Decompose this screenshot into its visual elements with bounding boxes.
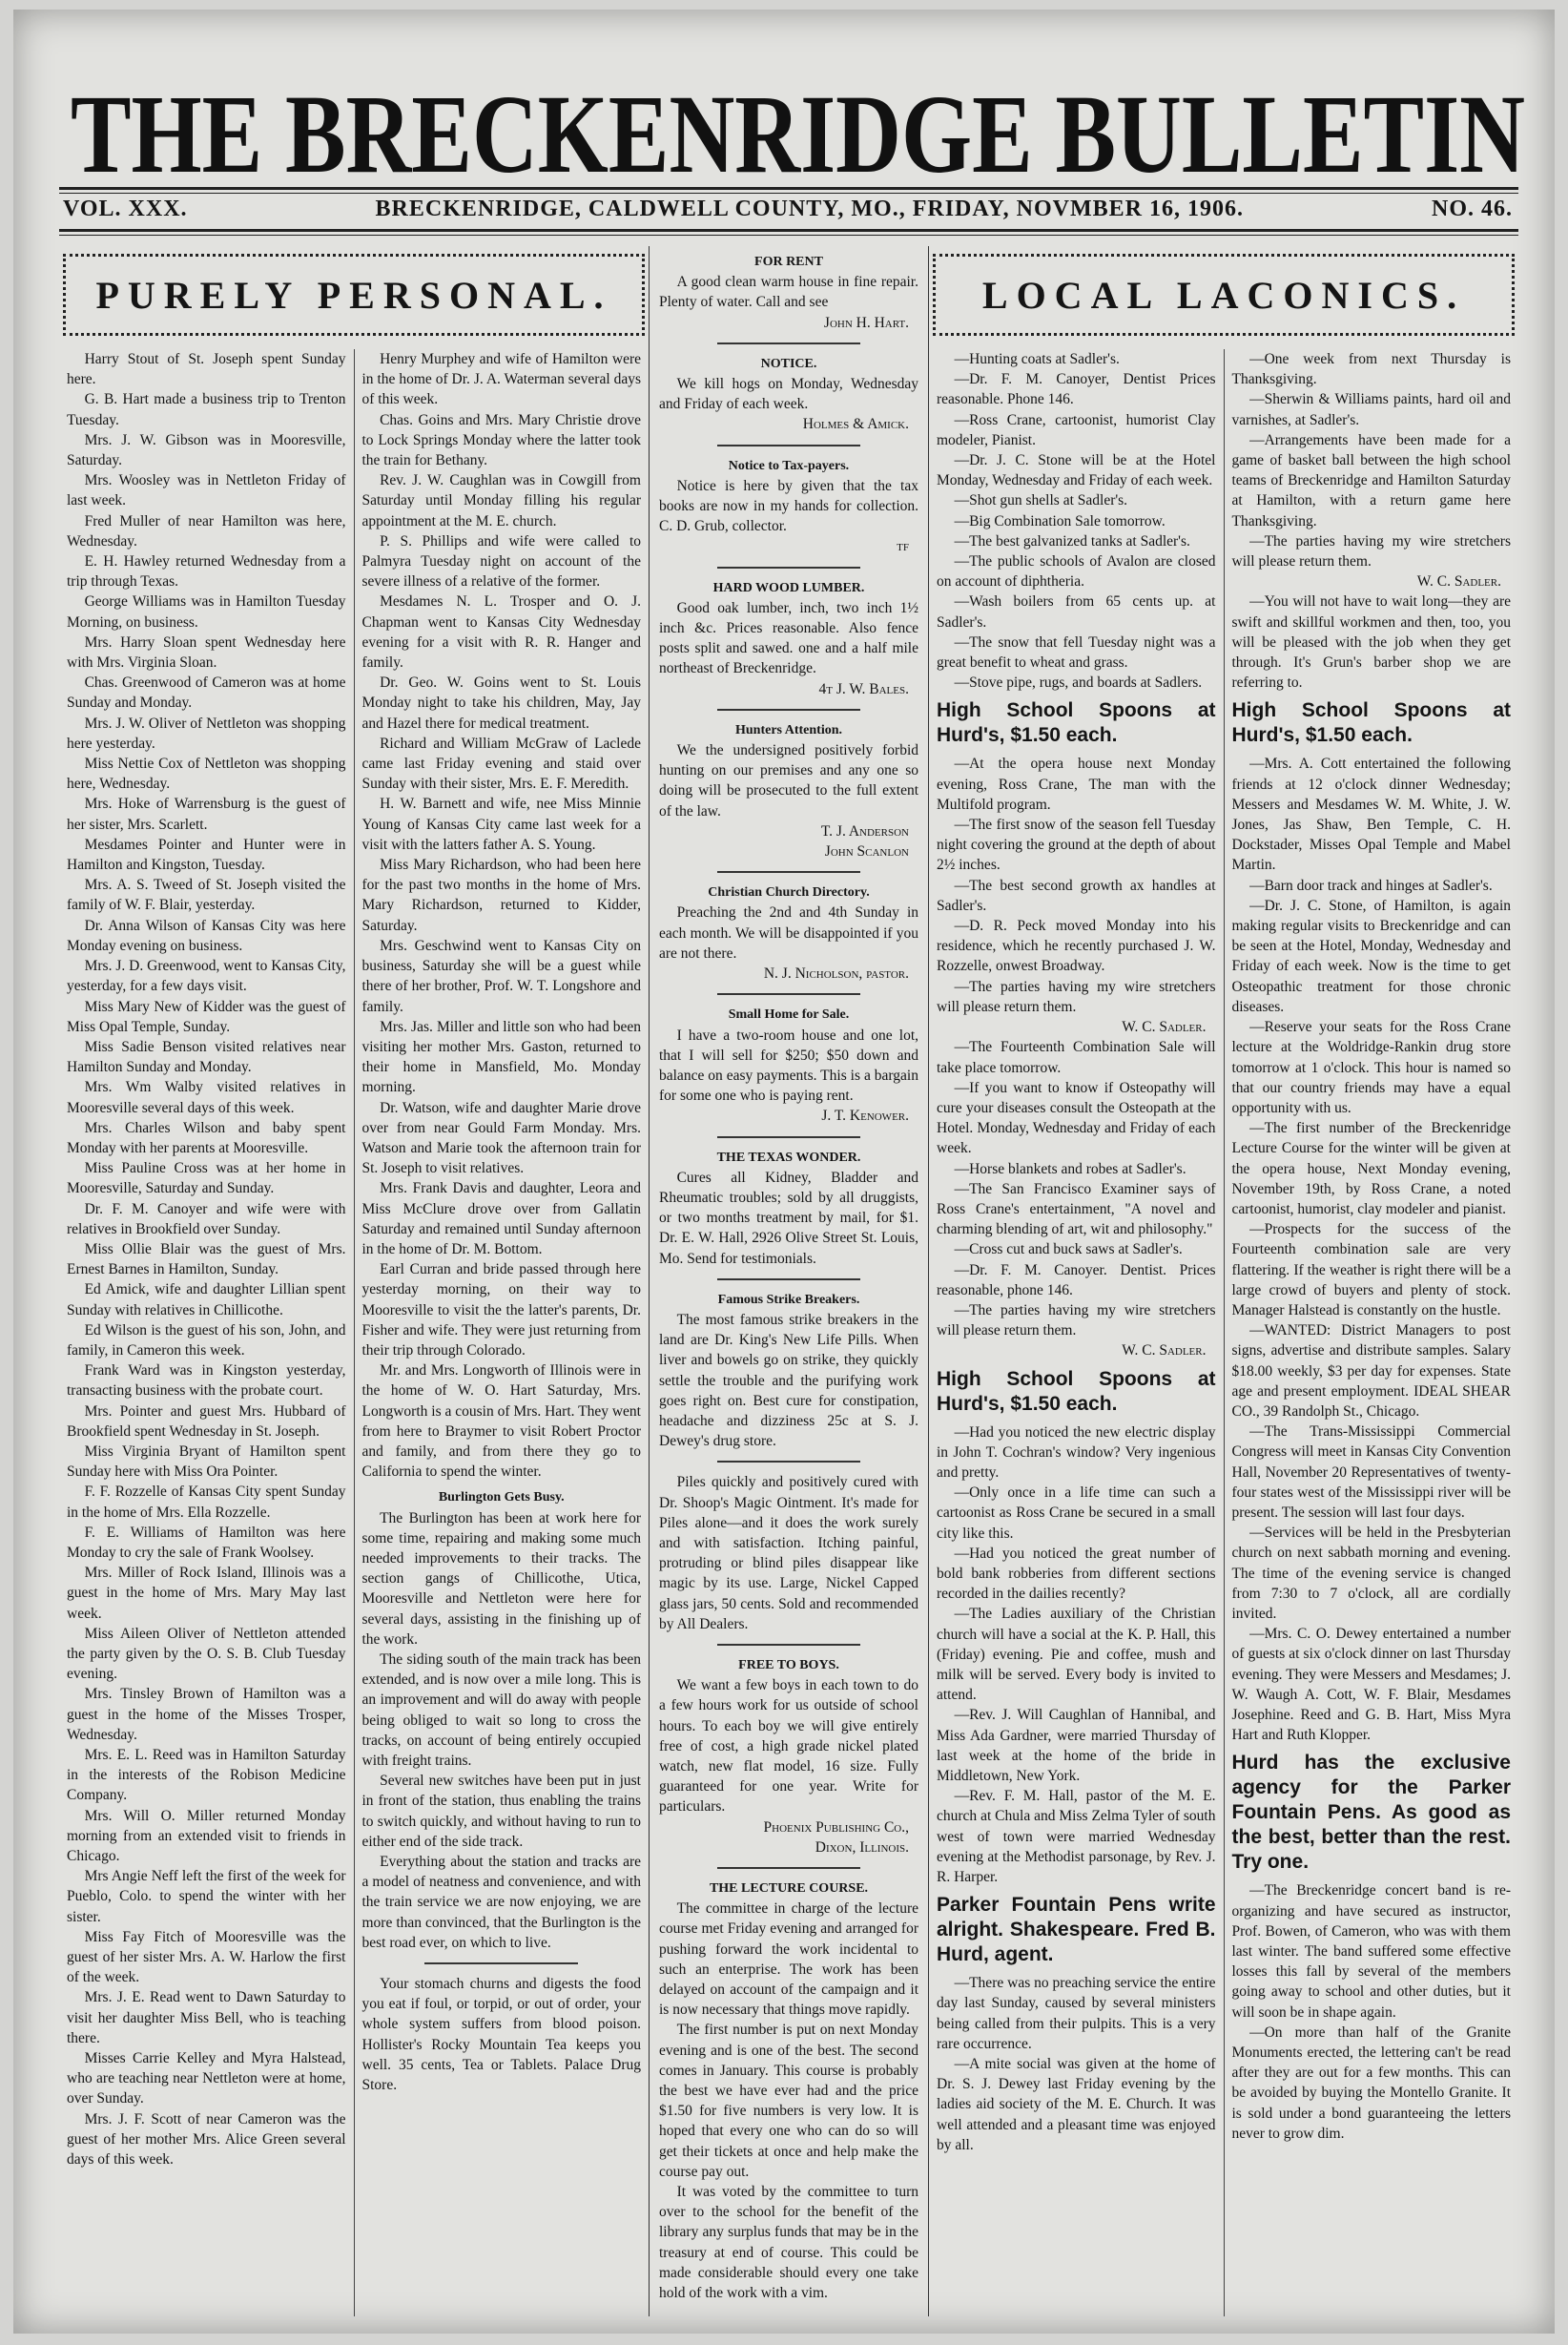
article-paragraph: H. W. Barnett and wife, nee Miss Minnie Young of Kansas City came last week for a visit with the latters father A. S. Young. bbox=[361, 796, 641, 853]
article-paragraph: —Mrs. A. Cott entertained the following friends at 12 o'clock dinner Wednesday; Messers and Mesdames W. M. White, J. W. Jones, Jas Shaw, Ben Temple, C. H. Dockstader, Misses Opal Temple and Mabel Martin. bbox=[1231, 756, 1511, 874]
article-paragraph: —The Ladies auxiliary of the Christian church will have a social at the K. P. Hall, this (Friday) evening. Pie and coffee, mush and milk will be served. Every body is invited to attend. bbox=[937, 1606, 1216, 1704]
article-paragraph: Several new switches have been put in just in front of the station, thus enabling the trains to switch quickly, and without having to run to either end of the side track. bbox=[361, 1773, 641, 1850]
article-paragraph: Miss Nettie Cox of Nettleton was shopping here, Wednesday. bbox=[67, 756, 346, 793]
divider bbox=[717, 1461, 860, 1463]
article-paragraph: Mrs. Miller of Rock Island, Illinois was a guest in the home of Mrs. Mary May last week. bbox=[67, 1565, 346, 1622]
article-paragraph: —Dr. J. C. Stone will be at the Hotel Monday, Wednesday and Friday of each week. bbox=[937, 452, 1216, 489]
article-paragraph: Miss Ollie Blair was the guest of Mrs. Ernest Barnes in Hamilton, Sunday. bbox=[67, 1240, 346, 1278]
issue-number: NO. 46. bbox=[1431, 197, 1513, 221]
article-paragraph: —A mite social was given at the home of Dr. S. J. Dewey last Friday evening by the ladies aid society of the M. E. Church. It was well attended and a pleasant time was enjoyed by all. bbox=[937, 2056, 1216, 2153]
article-paragraph: —Had you noticed the great number of bold bank robberies from different sections recorded in the dailies recently? bbox=[937, 1545, 1216, 1603]
article-paragraph: —The snow that fell Tuesday night was a great benefit to wheat and grass. bbox=[937, 633, 1216, 672]
article-paragraph: The siding south of the main track has been extended, and is now over a mile long. This is an improvement and will do away with people being obliged to wait so long to cross the tracks, on account of being entirely occupied with freight trains. bbox=[361, 1651, 641, 1770]
advertisement: Parker Fountain Pens write alright. Shakespeare. Fred B. Hurd, agent. bbox=[937, 1894, 1216, 1966]
article-paragraph: Mrs. J. F. Scott of near Cameron was the guest of her mother Mrs. Alice Green several days of this week. bbox=[67, 2110, 346, 2169]
article-paragraph: —Prospects for the success of the Fourteenth combination sale are very flattering. If the weather is right there will be a large crowd of buyers and plenty of stock. Manager Halstead is constantly on the hustle. bbox=[1231, 1221, 1511, 1318]
article-heading: FOR RENT bbox=[754, 255, 823, 269]
article-paragraph: —The Breckenridge concert band is re-organizing and have secured as instructor, Prof. Bowen, of Cameron, who was with them last winter. The band suffered some effective losses this fall by several of the members going away to school and other duties, but it will soon be in shape again. bbox=[1231, 1882, 1511, 2021]
article-paragraph: —The best second growth ax handles at Sadler's. bbox=[937, 877, 1216, 914]
divider bbox=[717, 1867, 860, 1869]
article-paragraph: Mrs. Jas. Miller and little son who had been visiting her mother Mrs. Gaston, returned to their home in Mansfield, Mo. Monday morning. bbox=[361, 1018, 641, 1096]
article-paragraph: Miss Aileen Oliver of Nettleton attended the party given by the O. S. B. Club Tuesday evening. bbox=[67, 1625, 346, 1683]
article-paragraph: Chas. Greenwood of Cameron was at home Sunday and Monday. bbox=[67, 674, 346, 712]
article-paragraph: —Dr. F. M. Canoyer, Dentist Prices reasonable. Phone 146. bbox=[937, 371, 1216, 408]
column-5 bbox=[1224, 349, 1519, 2316]
signature: J. T. Kenower. bbox=[821, 1108, 909, 1125]
article-paragraph: —Only once in a life time can such a cartoonist as Ross Crane be secured in a small city like this. bbox=[937, 1484, 1216, 1542]
article-paragraph: Good oak lumber, inch, two inch 1½ inch &c. Prices reasonable. Also fence posts split and sawed. one and a half mile northeast of Breckenridge. bbox=[659, 599, 918, 677]
article-paragraph: —Barn door track and hinges at Sadler's. bbox=[1249, 877, 1493, 894]
dateline-rule-bottom bbox=[59, 229, 1518, 236]
masthead-title: THE BRECKENRIDGE BULLETIN bbox=[71, 72, 1525, 183]
article-paragraph: F. E. Williams of Hamilton was here Monday to cry the sale of Frank Woolsey. bbox=[67, 1524, 346, 1561]
divider bbox=[717, 445, 860, 446]
article-paragraph: —Reserve your seats for the Ross Crane lecture at the Woldridge-Rankin drug store tomorrow at 1 o'clock. This hour is named so that our country friends may have a equal opportunity with us. bbox=[1231, 1019, 1511, 1116]
article-paragraph: —Stove pipe, rugs, and boards at Sadlers. bbox=[954, 674, 1203, 692]
place-date: BRECKENRIDGE, CALDWELL COUNTY, MO., FRIDAY, NOVMBER 16, 1906. bbox=[375, 197, 1244, 221]
article-paragraph: Mrs. Woosley was in Nettleton Friday of last week. bbox=[67, 472, 346, 509]
article-paragraph: Mrs. Wm Walby visited relatives in Mooresville several days of this week. bbox=[67, 1079, 346, 1116]
advertisement: High School Spoons at Hurd's, $1.50 each. bbox=[1231, 699, 1511, 747]
article-paragraph: —One week from next Thursday is Thanksgiving. bbox=[1231, 351, 1511, 388]
article-paragraph: —The parties having my wire stretchers will please return them. bbox=[937, 978, 1216, 1015]
signature: W. C. Sadler. bbox=[1122, 1019, 1207, 1036]
article-paragraph: Mrs. Hoke of Warrensburg is the guest of her sister, Mrs. Scarlett. bbox=[67, 796, 346, 833]
advertisement: Hurd has the exclusive agency for the Parker Fountain Pens. As good as the best, better than the rest. Try one. bbox=[1231, 1752, 1511, 1874]
article-paragraph: —On more than half of the Granite Monuments erected, the lettering can't be read after they are out for a few months. This can be avoided by buying the Montello Granite. It is sold under a bond guaranteeing the letters never to grow dim. bbox=[1231, 2023, 1511, 2142]
article-heading: Burlington Gets Busy. bbox=[438, 1490, 565, 1505]
article-paragraph: —The parties having my wire stretchers will please return them. bbox=[1231, 532, 1511, 571]
article-paragraph: The most famous strike breakers in the land are Dr. King's New Life Pills. When liver and bowels go on strike, they quickly settle the trouble and the purifying work goes right on. Best cure for constipation, headache and dizziness 25c at S. J. Dewey's drug store. bbox=[659, 1311, 918, 1450]
article-paragraph: G. B. Hart made a business trip to Trenton Tuesday. bbox=[67, 391, 346, 428]
section-heading-local-laconics: LOCAL LACONICS. bbox=[933, 254, 1515, 336]
article-paragraph: —Had you noticed the new electric display in John T. Cochran's window? Very ingenious and pretty. bbox=[937, 1423, 1216, 1481]
article-paragraph: Dr. Anna Wilson of Kansas City was here Monday evening on business. bbox=[67, 917, 346, 954]
masthead-rule-top bbox=[59, 187, 1518, 194]
article-heading: THE TEXAS WONDER. bbox=[716, 1150, 861, 1165]
signature: 4t J. W. Bales. bbox=[818, 680, 909, 697]
masthead-title-svg bbox=[71, 69, 1530, 183]
divider bbox=[717, 871, 860, 873]
local-laconics-section bbox=[929, 246, 1518, 2316]
article-paragraph: —The parties having my wire stretchers will please return them. bbox=[937, 1301, 1216, 1339]
article-paragraph: E. H. Hawley returned Wednesday from a trip through Texas. bbox=[67, 553, 346, 591]
article-paragraph: P. S. Phillips and wife were called to Palmyra Tuesday night on account of the severe illness of a relative of the former. bbox=[361, 532, 641, 591]
article-paragraph: —Big Combination Sale tomorrow. bbox=[954, 512, 1166, 529]
article-paragraph: Notice is here by given that the tax books are now in my hands for collection. C. D. Grub, collector. bbox=[659, 477, 918, 535]
masthead bbox=[71, 69, 1530, 183]
signature: W. C. Sadler. bbox=[1122, 1342, 1207, 1359]
article-paragraph: Preaching the 2nd and 4th Sunday in each month. We will be disappointed if you are not there. bbox=[659, 904, 918, 962]
article-paragraph: Rev. J. W. Caughlan was in Cowgill from Saturday until Monday filling his regular appointment at the M. E. church. bbox=[361, 472, 641, 529]
article-paragraph: Miss Virginia Bryant of Hamilton spent Sunday here with Miss Ora Pointer. bbox=[67, 1442, 346, 1481]
article-paragraph: Dr. Geo. W. Goins went to St. Louis Monday night to take his children, May, Jay and Hazel there for medical treatment. bbox=[361, 674, 641, 732]
purely-personal-section bbox=[59, 246, 649, 2316]
article-paragraph: Mrs. Geschwind went to Kansas City on business, Saturday she will be a guest while there of her brother, Prof. W. T. Longshore and family. bbox=[361, 937, 641, 1015]
signature: N. J. Nicholson, pastor. bbox=[763, 965, 909, 983]
article-paragraph: Earl Curran and bride passed through here yesterday morning, on their way to Mooresville to visit the the latter's parents, Dr. Fisher and wife. They were just returning from their trip through Colorado. bbox=[361, 1261, 641, 1359]
article-paragraph: We the undersigned positively forbid hunting on our premises and any one so doing will be prosecuted to the full extent of the law. bbox=[659, 742, 918, 820]
article-heading: HARD WOOD LUMBER. bbox=[712, 580, 865, 595]
article-heading: Famous Strike Breakers. bbox=[717, 1292, 860, 1307]
divider bbox=[717, 1278, 860, 1280]
article-paragraph: —Sherwin & Williams paints, hard oil and varnishes, at Sadler's. bbox=[1231, 391, 1511, 428]
article-paragraph: Mrs Angie Neff left the first of the week for Pueblo, Colo. to spend the winter with her sister. bbox=[67, 1868, 346, 1925]
article-paragraph: Miss Pauline Cross was at her home in Mooresville, Saturday and Sunday. bbox=[67, 1160, 346, 1197]
divider bbox=[717, 342, 860, 344]
column-3-notices bbox=[649, 246, 929, 2316]
signature: Holmes & Amick. bbox=[802, 416, 909, 433]
article-paragraph: Mrs. Will O. Miller returned Monday morning from an extended visit to friends in Chicago. bbox=[67, 1807, 346, 1865]
article-paragraph: —There was no preaching service the entire day last Sunday, caused by several ministers being called from their pulpits. This is a very rare occurrence. bbox=[937, 1975, 1216, 2052]
article-paragraph: —D. R. Peck moved Monday into his residence, which he recently purchased J. W. Rozzelle, onwest Broadway. bbox=[937, 918, 1216, 975]
article-paragraph: —Hunting coats at Sadler's. bbox=[954, 351, 1120, 367]
article-paragraph: —Dr. J. C. Stone, of Hamilton, is again making regular visits to Breckenridge and can be seen at the Hotel, Monday, Wednesday and Friday of each week. Now is the time to get Osteopathic treatment for those chronic diseases. bbox=[1231, 897, 1511, 1015]
article-paragraph: —Ross Crane, cartoonist, humorist Clay modeler, Pianist. bbox=[937, 411, 1216, 448]
article-paragraph: —The San Francisco Examiner says of Ross Crane's entertainment, "A novel and charming blending of art, wit and philosophy." bbox=[937, 1180, 1216, 1238]
signature: Phoenix Publishing Co., bbox=[763, 1818, 909, 1836]
article-paragraph: Everything about the station and tracks are a model of neatness and convenience, and with the train service we are now enjoying, we are more than convinced, that the Burlington is the best road ever, on which to live. bbox=[361, 1854, 641, 1951]
signature: T. J. Anderson bbox=[820, 822, 909, 840]
article-paragraph: Henry Murphey and wife of Hamilton were in the home of Dr. J. A. Waterman several days of this week. bbox=[361, 351, 641, 408]
section-heading-purely-personal: PURELY PERSONAL. bbox=[63, 254, 645, 336]
article-paragraph: We kill hogs on Monday, Wednesday and Friday of each week. bbox=[659, 376, 918, 413]
article-paragraph: Frank Ward was in Kingston yesterday, transacting business with the probate court. bbox=[67, 1362, 346, 1400]
article-paragraph: The Burlington has been at work here for some time, repairing and making some much needed improvements to their tracks. The section gangs of Chillicothe, Utica, Mooresville and Nettleton were here for several days, assisting in the finishing up of the work. bbox=[361, 1509, 641, 1648]
article-paragraph: —Arrangements have been made for a game of basket ball between the high school teams of Breckenridge and Hamilton Saturday at Hamilton, with a return game here Thanksgiving. bbox=[1231, 431, 1511, 529]
signature: John H. Hart. bbox=[823, 314, 909, 331]
signature: tf bbox=[897, 538, 909, 555]
article-paragraph: Harry Stout of St. Joseph spent Sunday here. bbox=[67, 351, 346, 388]
article-paragraph: —Horse blankets and robes at Sadler's. bbox=[954, 1160, 1186, 1177]
article-heading: Notice to Tax-payers. bbox=[728, 458, 850, 473]
article-paragraph: Piles quickly and positively cured with Dr. Shoop's Magic Ointment. It's made for Piles alone—and it does the work surely and with satisfaction. Itching painful, protruding or blind piles disappear like magic by its use. Large, Nickel Capped glass jars, 50 cents. Sold and recommended by All Dealers. bbox=[659, 1474, 918, 1632]
advertisement: High School Spoons at Hurd's, $1.50 each. bbox=[937, 699, 1216, 747]
volume: VOL. XXX. bbox=[63, 197, 188, 221]
advertisement: High School Spoons at Hurd's, $1.50 each. bbox=[937, 1367, 1216, 1415]
article-paragraph: Mrs. J. E. Read went to Dawn Saturday to visit her daughter Miss Bell, who is teaching there. bbox=[67, 1989, 346, 2046]
article-paragraph: —Shot gun shells at Sadler's. bbox=[954, 492, 1128, 509]
article-paragraph: Mrs. J. W. Gibson was in Mooresville, Saturday. bbox=[67, 431, 346, 469]
article-paragraph: Misses Carrie Kelley and Myra Halstead, who are teaching near Nettleton were at home, over Sunday. bbox=[67, 2050, 346, 2107]
column-4 bbox=[929, 349, 1224, 2316]
article-paragraph: Richard and William McGraw of Laclede came last Friday evening and staid over Sunday with their sister, Mrs. E. F. Meredith. bbox=[361, 735, 641, 793]
article-paragraph: Mrs. Pointer and guest Mrs. Hubbard of Brookfield spent Wednesday in St. Joseph. bbox=[67, 1402, 346, 1440]
article-paragraph: —If you want to know if Osteopathy will cure your diseases consult the Osteopath at the Hotel. Monday, Wednesday and Friday of each week. bbox=[937, 1079, 1216, 1157]
article-paragraph: Fred Muller of near Hamilton was here, Wednesday. bbox=[67, 512, 346, 550]
article-paragraph: Mrs. Harry Sloan spent Wednesday here with Mrs. Virginia Sloan. bbox=[67, 633, 346, 672]
article-paragraph: —Rev. F. M. Hall, pastor of the M. E. church at Chula and Miss Zelma Tyler of south west of town were married Wednesday evening at the Methodist parsonage, by Rev. J. R. Harper. bbox=[937, 1788, 1216, 1886]
article-paragraph: Mrs. E. L. Reed was in Hamilton Saturday in the interests of the Robison Medicine Company. bbox=[67, 1747, 346, 1804]
article-paragraph: Ed Wilson is the guest of his son, John, and family, in Cameron this week. bbox=[67, 1321, 346, 1359]
article-paragraph: Mrs. J. W. Oliver of Nettleton was shopping here yesterday. bbox=[67, 715, 346, 752]
divider bbox=[717, 1136, 860, 1138]
article-paragraph: —The first snow of the season fell Tuesday night covering the ground at the depth of about 2½ inches. bbox=[937, 817, 1216, 874]
article-paragraph: Mr. and Mrs. Longworth of Illinois were in the home of W. O. Hart Saturday, Mrs. Longworth is a cousin of Mrs. Hart. They went from here to Braymer to visit Robert Proctor and family, and from there they go to California to spend the winter. bbox=[361, 1362, 641, 1481]
page-body bbox=[59, 246, 1518, 2316]
article-paragraph: We want a few boys in each town to do a few hours work for us outside of school hours. To each boy we will give entirely free of cost, a high grade nickel plated watch, new flat model, 16 size. Fully guaranteed for one year. Write for particulars. bbox=[659, 1677, 918, 1816]
article-heading: Small Home for Sale. bbox=[728, 1007, 850, 1023]
article-paragraph: A good clean warm house in fine repair. Plenty of water. Call and see bbox=[659, 274, 918, 311]
article-paragraph: Your stomach churns and digests the food you eat if foul, or torpid, or out of order, your whole system suffers from blood poison. Hollister's Rocky Mountain Tea keeps you well. 35 cents, Tea or Tablets. Palace Drug Store. bbox=[361, 1976, 641, 2094]
article-paragraph: Mesdames Pointer and Hunter were in Hamilton and Kingston, Tuesday. bbox=[67, 836, 346, 874]
article-paragraph: Miss Mary New of Kidder was the guest of Miss Opal Temple, Sunday. bbox=[67, 998, 346, 1035]
article-paragraph: —At the opera house next Monday evening, Ross Crane, The man with the Multifold program. bbox=[937, 756, 1216, 813]
article-paragraph: Dr. Watson, wife and daughter Marie drove over from near Gould Farm Monday. Mrs. Watson and Marie took the afternoon train for St. Joseph to visit relatives. bbox=[361, 1099, 641, 1177]
article-paragraph: Cures all Kidney, Bladder and Rheumatic troubles; sold by all druggists, or two months treatment by mail, for $1. Dr. E. W. Hall, 2926 Olive Street St. Louis, Mo. Send for testimonials. bbox=[659, 1169, 918, 1267]
article-paragraph: Chas. Goins and Mrs. Mary Christie drove to Lock Springs Monday where the latter took the train for Bethany. bbox=[361, 411, 641, 469]
divider bbox=[717, 993, 860, 995]
article-paragraph: It was voted by the committee to turn over to the school for the benefit of the library any surplus funds that may be in the treasury at end of course. This could be made considerable should every one take hold of the work with a vim. bbox=[659, 2184, 918, 2302]
signature: John Scanlon bbox=[824, 843, 909, 861]
article-paragraph: —Mrs. C. O. Dewey entertained a number of guests at six o'clock dinner on last Thursday evening. They were Messers and Mesdames; J. W. Waugh A. Cott, W. F. Blair, Mesdames Josephine. Reed and G. B. Hart, Miss Myra Hart and Ruth Klopper. bbox=[1231, 1626, 1511, 1744]
article-paragraph: Miss Sadie Benson visited relatives near Hamilton Sunday and Monday. bbox=[67, 1038, 346, 1076]
article-paragraph: —You will not have to wait long—they are swift and skillful workmen and then, too, you will be pleased with the job when they get through. It's Grun's barber shop we are referring to. bbox=[1231, 593, 1511, 692]
article-paragraph: —The best galvanized tanks at Sadler's. bbox=[954, 532, 1190, 550]
divider bbox=[717, 567, 860, 569]
article-paragraph: Mrs. J. D. Greenwood, went to Kansas City, yesterday, for a few days visit. bbox=[67, 958, 346, 995]
article-paragraph: George Williams was in Hamilton Tuesday Morning, on business. bbox=[67, 593, 346, 631]
divider bbox=[424, 1962, 578, 1964]
article-paragraph: —The Fourteenth Combination Sale will take place tomorrow. bbox=[937, 1039, 1216, 1076]
article-paragraph: Miss Mary Richardson, who had been here for the past two months in the home of Mrs. Mary Richardson, returned to Kidder, Saturday. bbox=[361, 857, 641, 934]
article-paragraph: Mrs. Frank Davis and daughter, Leora and Miss McClure drove over from Gallatin Saturday and remained until Sunday afternoon in the home of Dr. M. Bottom. bbox=[361, 1180, 641, 1257]
article-paragraph: —The public schools of Avalon are closed on account of diphtheria. bbox=[937, 553, 1216, 591]
article-paragraph: Ed Amick, wife and daughter Lillian spent Sunday with relatives in Chillicothe. bbox=[67, 1281, 346, 1318]
article-paragraph: —Wash boilers from 65 cents up. at Sadler's. bbox=[937, 593, 1216, 631]
article-paragraph: —Dr. F. M. Canoyer. Dentist. Prices reasonable, phone 146. bbox=[937, 1261, 1216, 1298]
article-paragraph: Miss Fay Fitch of Mooresville was the guest of her sister Mrs. A. W. Harlow the first of the week. bbox=[67, 1928, 346, 1986]
article-paragraph: I have a two-room house and one lot, that I will sell for $250; $50 down and balance on easy payments. This is a bargain for some one who is paying rent. bbox=[659, 1027, 918, 1105]
article-heading: NOTICE. bbox=[760, 356, 817, 371]
signature: Dixon, Illinois. bbox=[815, 1838, 909, 1856]
article-paragraph: Dr. F. M. Canoyer and wife were with relatives in Brookfield over Sunday. bbox=[67, 1200, 346, 1237]
dateline bbox=[63, 197, 1513, 222]
article-heading: THE LECTURE COURSE. bbox=[709, 1881, 869, 1897]
article-paragraph: Mrs. Tinsley Brown of Hamilton was a guest in the home of the Misses Trosper, Wednesday. bbox=[67, 1686, 346, 1743]
article-paragraph: The committee in charge of the lecture course met Friday evening and arranged for pushing forward the work incidental to such an enterprise. The work has been delayed on account of the campaign and it is now necessary that things move rapidly. bbox=[659, 1900, 918, 2019]
column-2 bbox=[354, 349, 650, 2316]
article-paragraph: Mrs. Charles Wilson and baby spent Monday with her parents at Mooresville. bbox=[67, 1119, 346, 1156]
article-paragraph: —WANTED: District Managers to post signs, advertise and distribute samples. Salary $18.00 weekly, $3 per day for expenses. State age and present employment. IDEAL SHEAR CO., 39 Randolph St., Chicago. bbox=[1231, 1322, 1511, 1420]
article-paragraph: —Services will be held in the Presbyterian church on next sabbath morning and evening. The time of the evening service is changed from 7:30 to 7 o'clock, all are cordially invited. bbox=[1231, 1525, 1511, 1622]
article-paragraph: —Rev. J. Will Caughlan of Hannibal, and Miss Ada Gardner, were married Thursday of last week at the home of the bride in Middletown, New York. bbox=[937, 1707, 1216, 1784]
article-paragraph: —The first number of the Breckenridge Lecture Course for the winter will be given at the opera house, Next Monday evening, November 19th, by Ross Crane, a noted cartoonist, humorist, clay modeler and pianist. bbox=[1231, 1120, 1511, 1217]
article-paragraph: The first number is put on next Monday evening and is one of the best. The second comes in January. This course is probably the best we have ever had and the price $1.50 for five numbers is very low. It is hoped that every one who can do so will get their tickets at once and help make the course pay out. bbox=[659, 2022, 918, 2180]
article-heading: Christian Church Directory. bbox=[708, 885, 870, 901]
article-heading: Hunters Attention. bbox=[735, 722, 842, 737]
article-paragraph: —The Trans-Mississippi Commercial Congress will meet in Kansas City Convention Hall, November 20 Representatives of twenty-four states west of the Mississippi river will be present. The session will last four days. bbox=[1231, 1423, 1511, 1521]
column-1 bbox=[59, 349, 354, 2316]
article-paragraph: Mesdames N. L. Trosper and O. J. Chapman went to Kansas City Wednesday evening for a visit with R. R. Hanger and family. bbox=[361, 593, 641, 672]
signature: W. C. Sadler. bbox=[1416, 573, 1501, 591]
divider bbox=[717, 709, 860, 711]
article-paragraph: Mrs. A. S. Tweed of St. Joseph visited the family of W. F. Blair, yesterday. bbox=[67, 877, 346, 914]
article-paragraph: F. F. Rozzelle of Kansas City spent Sunday in the home of Mrs. Ella Rozzelle. bbox=[67, 1484, 346, 1521]
divider bbox=[717, 1644, 860, 1646]
article-heading: FREE TO BOYS. bbox=[738, 1657, 839, 1672]
article-paragraph: —Cross cut and buck saws at Sadler's. bbox=[954, 1241, 1183, 1258]
